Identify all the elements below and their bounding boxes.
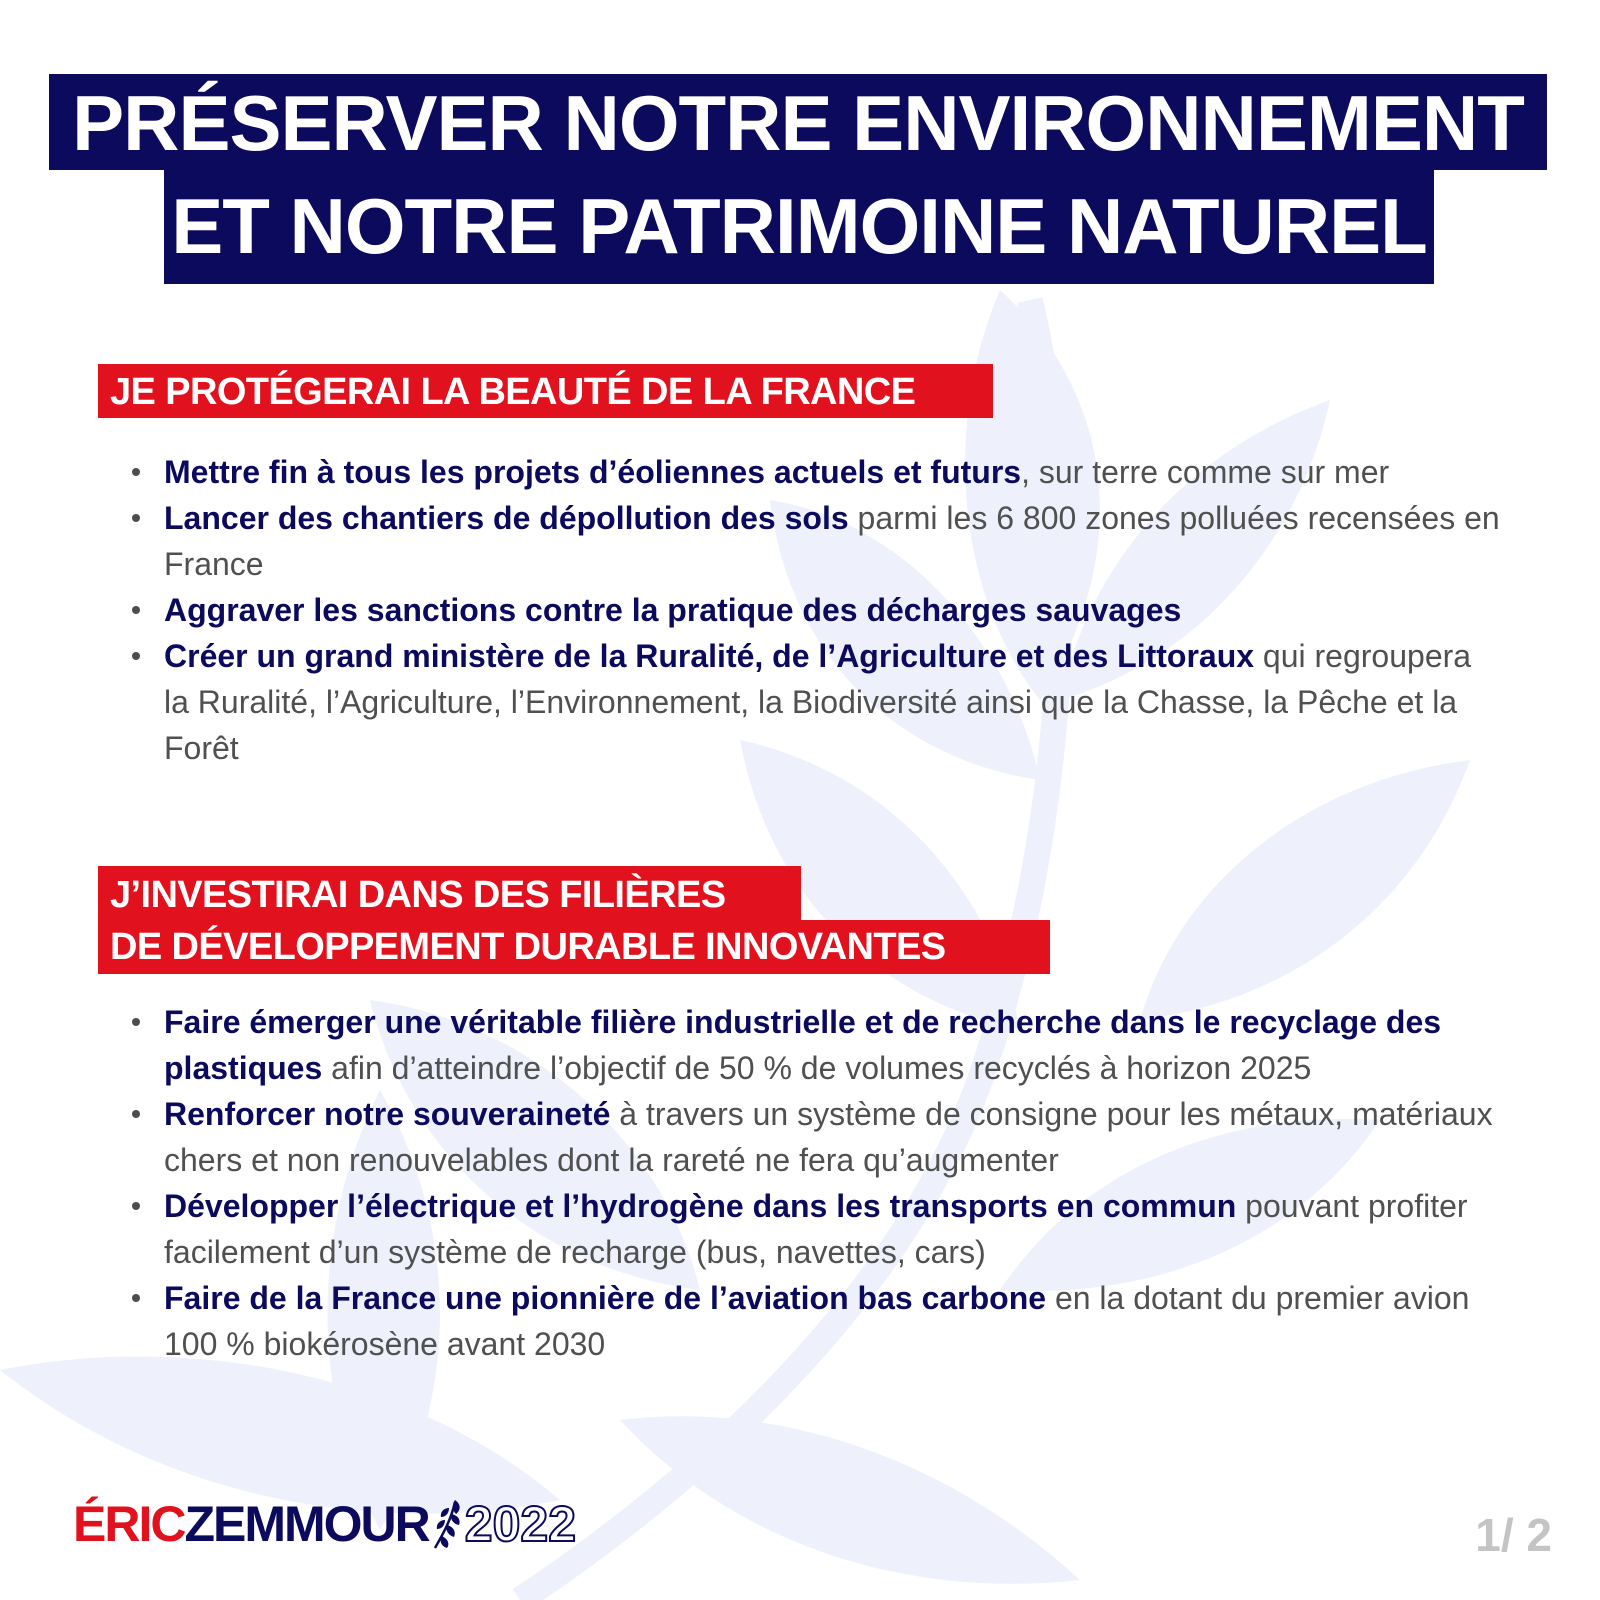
item-emphasis: Créer un grand ministère de la Ruralité, de l’Agriculture et des Littoraux — [164, 638, 1255, 674]
item-emphasis: Renforcer notre souveraineté — [164, 1096, 611, 1132]
section-heading-investirai — [98, 866, 1050, 974]
section-heading-beaute — [98, 364, 993, 418]
logo-last-name: ZEMMOUR — [184, 1496, 429, 1552]
bullet-list-beaute — [130, 449, 1500, 771]
item-text: pouvant profiter facilement d’un système de recharge (bus, navettes, cars) — [164, 1188, 1468, 1270]
list-item — [130, 1275, 1500, 1367]
page-indicator: 1/ 2 — [1475, 1509, 1552, 1561]
item-emphasis: Aggraver les sanctions contre la pratique des décharges sauvages — [164, 592, 1182, 628]
list-item — [130, 1091, 1500, 1183]
list-item — [130, 999, 1500, 1091]
bullet-dot-icon — [132, 1018, 140, 1026]
section-heading-text-line-2: DE DÉVELOPPEMENT DURABLE INNOVANTES — [98, 920, 1050, 974]
list-item — [130, 1183, 1500, 1275]
item-text: , sur terre comme sur mer — [1021, 454, 1390, 490]
bullet-dot-icon — [132, 514, 140, 522]
item-text: en la dotant du premier avion 100 % biokérosène avant 2030 — [164, 1280, 1470, 1362]
logo-first-name: ÉRIC — [73, 1496, 185, 1552]
item-emphasis: Mettre fin à tous les projets d’éoliennes actuels et futurs — [164, 454, 1022, 490]
item-emphasis: Faire émerger une véritable filière industrielle et de recherche dans le recyclage des plastiques — [164, 1004, 1442, 1086]
laurel-icon — [429, 1494, 465, 1554]
page-title-line-1: PRÉSERVER NOTRE ENVIRONNEMENT — [49, 74, 1547, 170]
list-item — [130, 587, 1500, 633]
item-emphasis: Lancer des chantiers de dépollution des sols — [164, 500, 849, 536]
campaign-logo — [73, 1494, 576, 1554]
bullet-dot-icon — [132, 1202, 140, 1210]
logo-year: 2022 — [464, 1496, 577, 1552]
section-heading-text: JE PROTÉGERAI LA BEAUTÉ DE LA FRANCE — [98, 364, 993, 418]
list-item — [130, 495, 1500, 587]
bullet-dot-icon — [132, 468, 140, 476]
section-heading-text-line-1: J’INVESTIRAI DANS DES FILIÈRES — [98, 866, 801, 920]
item-emphasis: Faire de la France une pionnière de l’aviation bas carbone — [164, 1280, 1047, 1316]
bullet-dot-icon — [132, 1110, 140, 1118]
item-text: parmi les 6 800 zones polluées recensées en France — [164, 500, 1500, 582]
item-text: afin d’atteindre l’objectif de 50 % de volumes recyclés à horizon 2025 — [322, 1050, 1312, 1086]
item-emphasis: Développer l’électrique et l’hydrogène dans les transports en commun — [164, 1188, 1237, 1224]
bullet-dot-icon — [132, 1294, 140, 1302]
list-item — [130, 449, 1500, 495]
bullet-list-investirai — [130, 999, 1500, 1367]
item-text: qui regroupera la Ruralité, l’Agriculture, l’Environnement, la Biodiversité ainsi que la Chasse, la Pêche et la Forêt — [164, 638, 1472, 766]
bullet-dot-icon — [132, 606, 140, 614]
item-text: à travers un système de consigne pour les métaux, matériaux chers et non renouvelables dont la rareté ne fera qu’augmenter — [164, 1096, 1493, 1178]
bullet-dot-icon — [132, 652, 140, 660]
list-item — [130, 633, 1500, 771]
page-title-line-2: ET NOTRE PATRIMOINE NATUREL — [164, 170, 1434, 284]
